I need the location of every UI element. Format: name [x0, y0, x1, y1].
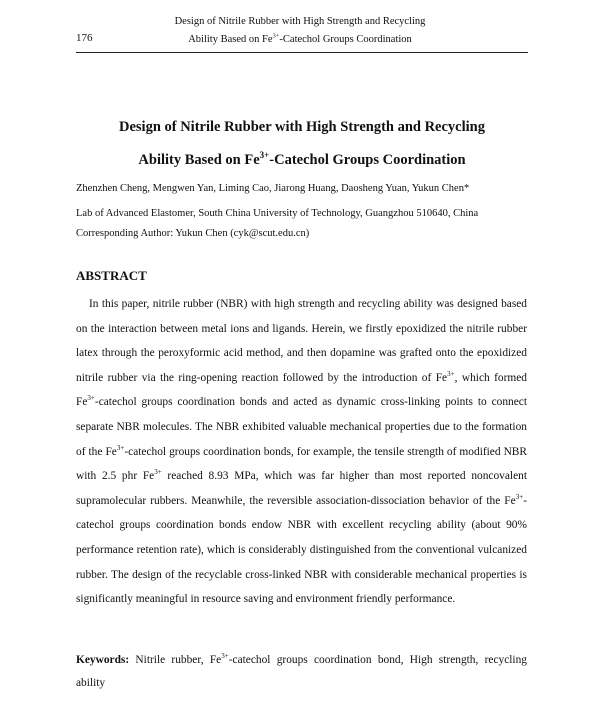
header-rule	[76, 52, 528, 53]
abstract-heading: ABSTRACT	[76, 268, 147, 283]
corresponding-author: Corresponding Author: Yukun Chen (cyk@scut.edu.cn)	[76, 228, 310, 239]
affiliation: Lab of Advanced Elastomer, South China University of Technology, Guangzhou 510640, China	[76, 208, 479, 219]
running-title-line1: Design of Nitrile Rubber with High Strength and Recycling	[174, 16, 426, 27]
paper-title-line1: Design of Nitrile Rubber with High Strength and Recycling	[118, 119, 485, 135]
running-title-line2: Ability Based on $Fe^{3+}$-Catechol Groups Coordination	[188, 32, 412, 45]
keywords: Keywords: Nitrile rubber, $Fe^{3+}$-catechol groups coordination bond, High strength, recycling ability	[76, 652, 527, 689]
page-number: 176	[76, 32, 93, 44]
author-list: Zhenzhen Cheng, Mengwen Yan, Liming Cao, Jiarong Huang, Daosheng Yuan, Yukun Chen*	[76, 183, 470, 194]
abstract-body: In this paper, nitrile rubber (NBR) with high strength and recycling ability was designed based on the interaction between metal ions and ligands. Herein, we firstly epoxidized the nitrile rubber latex through the peroxyformic acid method, and then dopamine was grafted onto the epoxidized nitrile rubber via the ring-opening reaction followed by the introduction of $Fe^{3+}$, which formed $Fe^{3+}$-catechol groups coordination bonds and acted as dynamic cross-linking points to connect separate NBR molecules. The NBR exhibited valuable mechanical properties due to the formation of the $Fe^{3+}$-catechol groups coordination bonds, for example, the tensile strength of modified NBR with 2.5 phr $Fe^{3+}$ reached 8.93 MPa, which was far higher than most reported noncovalent supramolecular rubbers. Meanwhile, the reversible association-dissociation behavior of the $Fe^{3+}$-catechol groups coordination bonds endow NBR with excellent recycling ability (about 90% performance retention rate), which is considerably distinguished from the conventional vulcanized rubber. The design of the recyclable cross-linked NBR with considerable mechanical properties is significantly meaningful in resource saving and environment friendly performance.	[76, 298, 527, 606]
keywords-label: Keywords:	[76, 654, 130, 666]
paper-title-line2: Ability Based on $Fe^{3+}$-Catechol Groups Coordination	[138, 150, 466, 168]
